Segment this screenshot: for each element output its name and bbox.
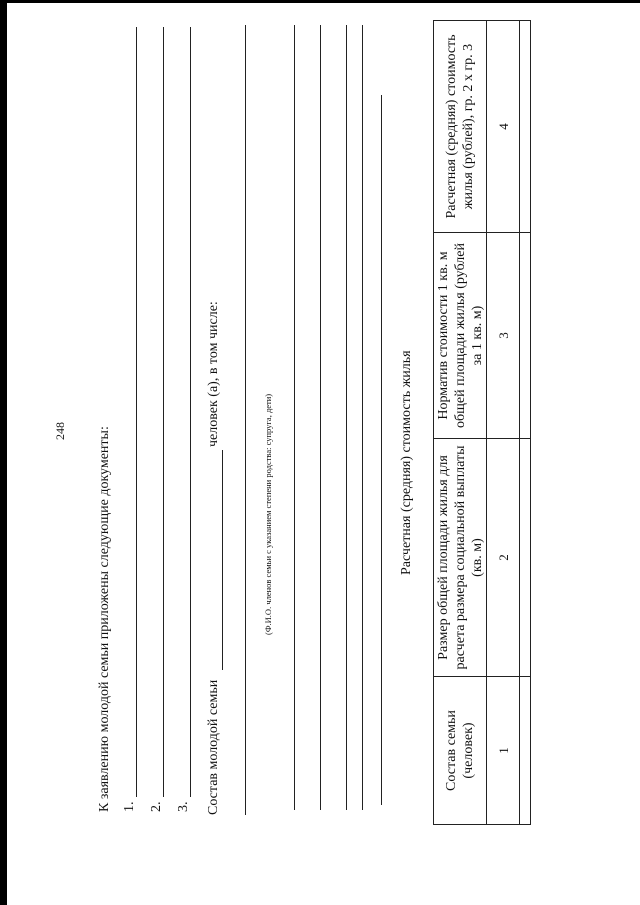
family-member-line-5 <box>362 25 363 810</box>
table-title: Расчетная (средняя) стоимость жилья <box>399 350 414 575</box>
column-number-2: 2 <box>487 439 520 677</box>
document-item-2-number: 2. <box>149 801 164 812</box>
header-living-area: Размер общей площади жилья для расчета размера социальной выплаты (кв. м) <box>434 439 487 677</box>
empty-cell <box>520 21 531 233</box>
table-empty-row <box>520 21 531 825</box>
document-item-1-number: 1. <box>122 801 137 812</box>
family-member-line-2 <box>294 25 295 810</box>
header-cost-norm: Норматив стоимости 1 кв. м общей площади жилья (рублей за 1 кв. м) <box>434 233 487 439</box>
document-item-2-line <box>163 27 164 797</box>
family-member-line-1 <box>245 25 246 815</box>
family-count-line <box>222 450 223 670</box>
table-header-row <box>434 21 487 825</box>
empty-cell <box>520 677 531 825</box>
column-number-3: 3 <box>487 233 520 439</box>
document-item-3-number: 3. <box>176 801 191 812</box>
document-item-1-line <box>136 27 137 797</box>
family-member-line-3 <box>320 25 321 810</box>
fio-caption: (Ф.И.О. членов семьи с указанием степени родства: супруга, дети) <box>263 393 273 635</box>
empty-cell <box>520 439 531 677</box>
table-column-number-row <box>487 21 520 825</box>
family-composition-label: Состав молодой семьи <box>206 679 221 815</box>
column-number-1: 1 <box>487 677 520 825</box>
family-composition-tail: человек (а), в том числе: <box>206 301 221 447</box>
family-member-line-4 <box>346 25 347 810</box>
documents-intro: К заявлению молодой семьи приложены следующие документы: <box>97 426 112 812</box>
document-item-3-line <box>190 27 191 797</box>
table-title-rule <box>381 95 382 805</box>
header-calculated-cost: Расчетная (средняя) стоимость жилья (рублей), гр. 2 х гр. 3 <box>434 21 487 233</box>
column-number-4: 4 <box>487 21 520 233</box>
housing-cost-table <box>433 20 531 825</box>
header-family-size: Состав семьи (человек) <box>434 677 487 825</box>
empty-cell <box>520 233 531 439</box>
page-number: 248 <box>53 422 67 440</box>
